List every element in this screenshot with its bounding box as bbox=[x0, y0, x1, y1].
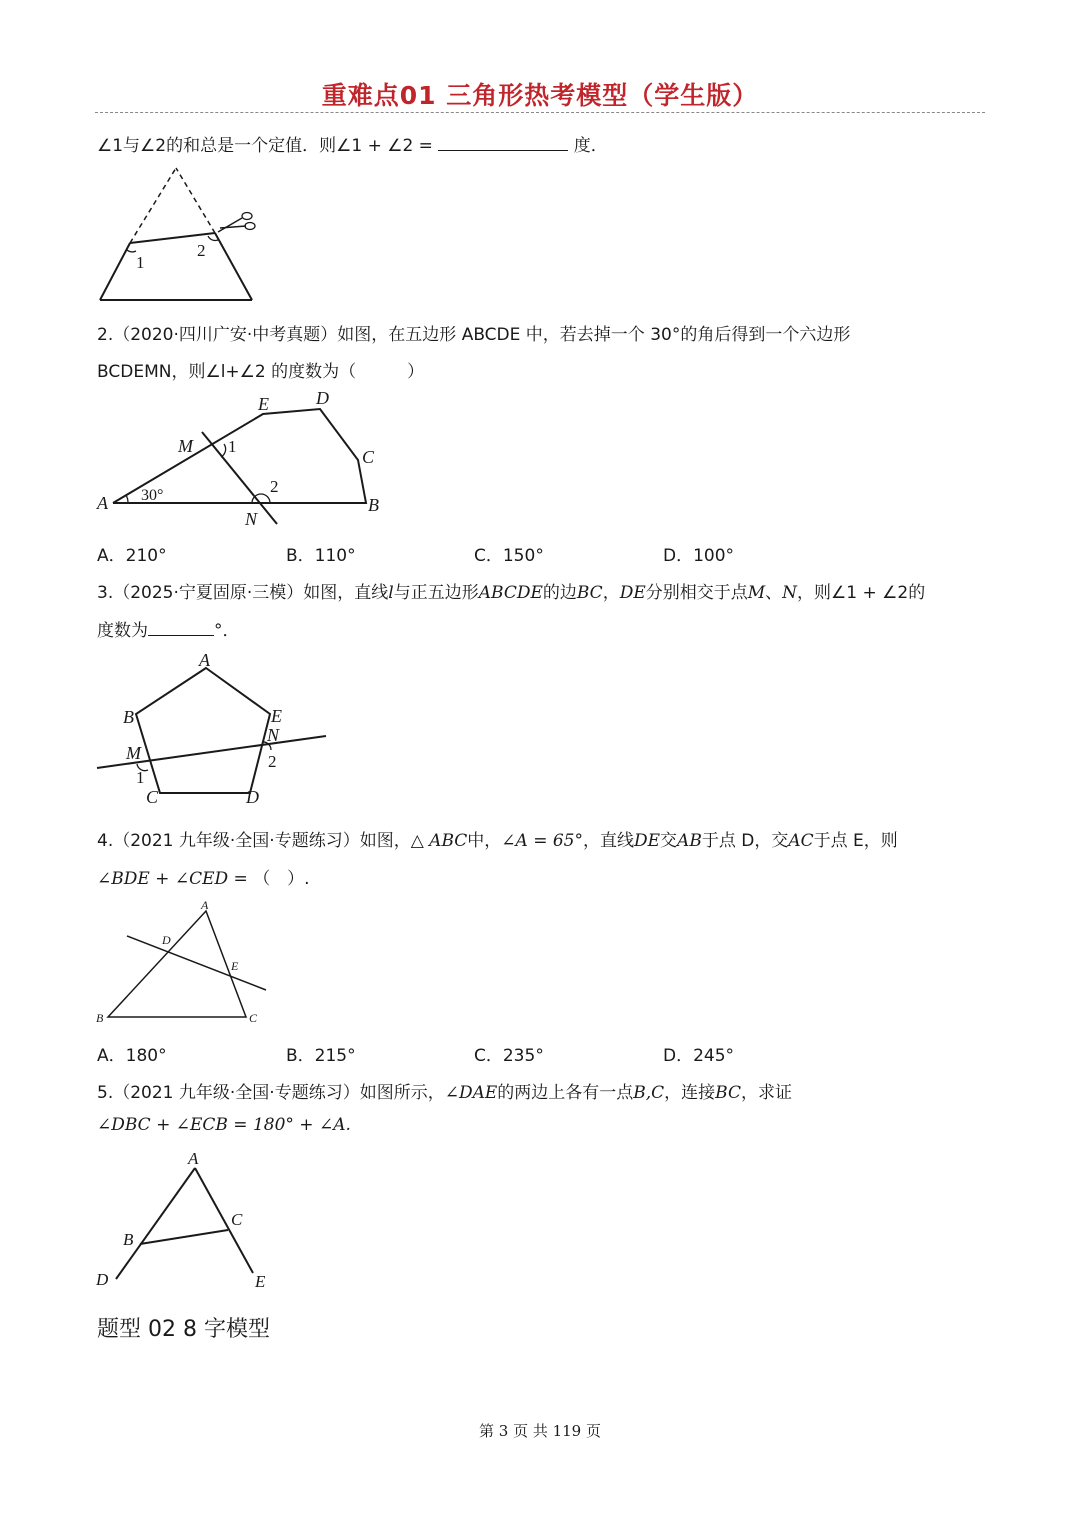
q3-label-2: 2 bbox=[268, 752, 277, 771]
q3-label-M: M bbox=[126, 743, 141, 763]
q5-text-a: 5.（2021 九年级·全国·专题练习）如图所示， bbox=[97, 1083, 445, 1103]
q4-option-a[interactable]: A．180° bbox=[97, 1046, 167, 1066]
q2-cut-line bbox=[202, 432, 277, 524]
q4-line1 bbox=[97, 826, 898, 851]
q3-text-d: 分别相交于点 bbox=[645, 583, 748, 603]
q3-text-e: ，则∠1 + ∠2的 bbox=[797, 583, 926, 603]
q1-label-2: 2 bbox=[197, 241, 206, 260]
page-title: 重难点01 三角形热考模型（学生版） bbox=[321, 81, 759, 110]
q3-label-D: D bbox=[246, 787, 259, 807]
q4-rest: （ ）. bbox=[253, 869, 310, 889]
q1-answer-blank[interactable] bbox=[438, 136, 568, 151]
q5-label-E: E bbox=[255, 1272, 266, 1291]
q5-line2: ∠DBC + ∠ECB = 180° + ∠A. bbox=[97, 1115, 351, 1135]
q2-label-30: 30° bbox=[141, 487, 164, 504]
q4-label-C: C bbox=[249, 1011, 258, 1025]
q1-dashed-left bbox=[130, 168, 176, 243]
q4-figure bbox=[90, 895, 280, 1035]
q2-line1: 2.（2020·四川广安·中考真题）如图，在五边形 ABCDE 中，若去掉一个 30°的角后得到一个六边形 bbox=[97, 325, 851, 345]
q5-bc: BC bbox=[715, 1083, 741, 1103]
q3-text-a: 3.（2025·宁夏固原·三模）如图，直线 bbox=[97, 583, 389, 603]
section-heading: 题型 02 8 字模型 bbox=[97, 1317, 270, 1342]
q3-figure bbox=[90, 646, 340, 811]
q5-segment-bc bbox=[140, 1230, 228, 1244]
q4-ab: AB bbox=[677, 831, 702, 851]
q5-text-d: ，求证 bbox=[741, 1083, 792, 1103]
q4-text-f: 于点 E，则 bbox=[813, 831, 898, 851]
q2-label-A: A bbox=[97, 493, 108, 513]
q3-text-b: 与正五边形 bbox=[393, 583, 479, 603]
q5-bc-points: B,C bbox=[633, 1083, 665, 1103]
q4-tri: △ ABC bbox=[410, 831, 468, 851]
header-divider bbox=[95, 112, 985, 113]
q4-option-c[interactable]: C．235° bbox=[474, 1046, 544, 1066]
q5-label-D: D bbox=[96, 1270, 109, 1289]
q3-n: N bbox=[782, 583, 798, 603]
q4-angle-a: ∠A = 65° bbox=[501, 831, 583, 851]
q4-triangle bbox=[108, 911, 246, 1017]
q2-label-C: C bbox=[362, 447, 375, 467]
q3-line2 bbox=[97, 616, 240, 641]
q3-bc: BC bbox=[576, 583, 603, 603]
q3-label-E: E bbox=[271, 706, 282, 726]
q3-line1 bbox=[97, 578, 925, 603]
q4-text-a: 4.（2021 九年级·全国·专题练习）如图， bbox=[97, 831, 411, 851]
q4-text-b: 中， bbox=[467, 831, 502, 851]
q3-abcde: ABCDE bbox=[478, 583, 543, 603]
q4-text-c: ，直线 bbox=[583, 831, 634, 851]
q5-line1 bbox=[97, 1078, 792, 1103]
q3-pentagon bbox=[136, 668, 270, 793]
q1-figure bbox=[90, 160, 270, 310]
q2-label-D: D bbox=[316, 388, 329, 408]
q3-label-1: 1 bbox=[136, 768, 145, 787]
q2-angle-a-arc bbox=[126, 495, 128, 503]
q3-label-N: N bbox=[267, 725, 280, 745]
q4-text-e: 于点 D，交 bbox=[701, 831, 789, 851]
q3-dun: 、 bbox=[765, 583, 783, 603]
q1-right-side bbox=[215, 233, 252, 300]
q2-label-B: B bbox=[368, 495, 379, 515]
q2-option-d[interactable]: D．100° bbox=[663, 546, 735, 566]
q3-de: DE bbox=[619, 583, 646, 603]
q4-line-de bbox=[127, 936, 266, 990]
q1-text-a: ∠1与∠2的和总是一个定值．则∠1 + ∠2 = bbox=[97, 136, 433, 156]
q5-label-B: B bbox=[123, 1230, 134, 1249]
q4-option-d[interactable]: D．245° bbox=[663, 1046, 735, 1066]
q3-label-C: C bbox=[146, 787, 159, 807]
q4-de: DE bbox=[634, 831, 661, 851]
q3-label-B: B bbox=[123, 707, 134, 727]
q1-angle1-arc bbox=[127, 250, 136, 252]
q5-label-C: C bbox=[231, 1210, 243, 1229]
scissors-icon bbox=[218, 213, 255, 233]
q1-label-1: 1 bbox=[136, 253, 145, 272]
q3-m: M bbox=[747, 583, 766, 603]
q4-ac: AC bbox=[788, 831, 814, 851]
q4-line2 bbox=[97, 864, 310, 889]
q4-label-B: B bbox=[96, 1011, 104, 1025]
q5-label-A: A bbox=[188, 1149, 199, 1168]
q5-text-b: 的两边上各有一点 bbox=[497, 1083, 634, 1103]
q4-expr: ∠BDE + ∠CED = bbox=[97, 869, 248, 889]
q4-label-A: A bbox=[201, 898, 209, 912]
q4-option-b[interactable]: B．215° bbox=[286, 1046, 356, 1066]
q5-figure bbox=[90, 1148, 280, 1298]
q4-label-E: E bbox=[231, 959, 239, 973]
q2-option-c[interactable]: C．150° bbox=[474, 546, 544, 566]
q2-label-1: 1 bbox=[228, 437, 237, 456]
q4-text-d: 交 bbox=[660, 831, 678, 851]
q2-label-2: 2 bbox=[270, 477, 279, 496]
page-footer: 第 3 页 共 119 页 bbox=[478, 1422, 601, 1440]
q5-ray-ae bbox=[195, 1168, 253, 1273]
q3-answer-blank[interactable] bbox=[148, 621, 214, 636]
q4-label-D: D bbox=[162, 933, 171, 947]
q3-text-g: °． bbox=[214, 621, 240, 641]
q1-left-side bbox=[100, 243, 130, 300]
q5-text-c: ，连接 bbox=[664, 1083, 716, 1103]
q1-text-b: 度． bbox=[573, 136, 608, 156]
q2-label-E: E bbox=[258, 394, 269, 414]
q2-line2: BCDEMN，则∠l+∠2 的度数为（ ） bbox=[97, 362, 425, 382]
q2-label-N: N bbox=[245, 509, 258, 529]
q2-label-M: M bbox=[178, 436, 193, 456]
q1-dashed-right bbox=[176, 168, 215, 233]
q5-dae: ∠DAE bbox=[444, 1083, 498, 1103]
q3-l: l bbox=[388, 583, 394, 603]
q2-figure bbox=[90, 382, 400, 532]
q3-text-c: 的边 bbox=[542, 583, 577, 603]
q5-ray-ad bbox=[116, 1168, 195, 1279]
q1-text bbox=[97, 131, 608, 156]
q3-text-f: 度数为 bbox=[97, 621, 148, 641]
q2-option-b[interactable]: B．110° bbox=[286, 546, 356, 566]
q2-option-a[interactable]: A．210° bbox=[97, 546, 167, 566]
q3-comma: ， bbox=[602, 583, 620, 603]
q3-label-A: A bbox=[199, 650, 210, 670]
